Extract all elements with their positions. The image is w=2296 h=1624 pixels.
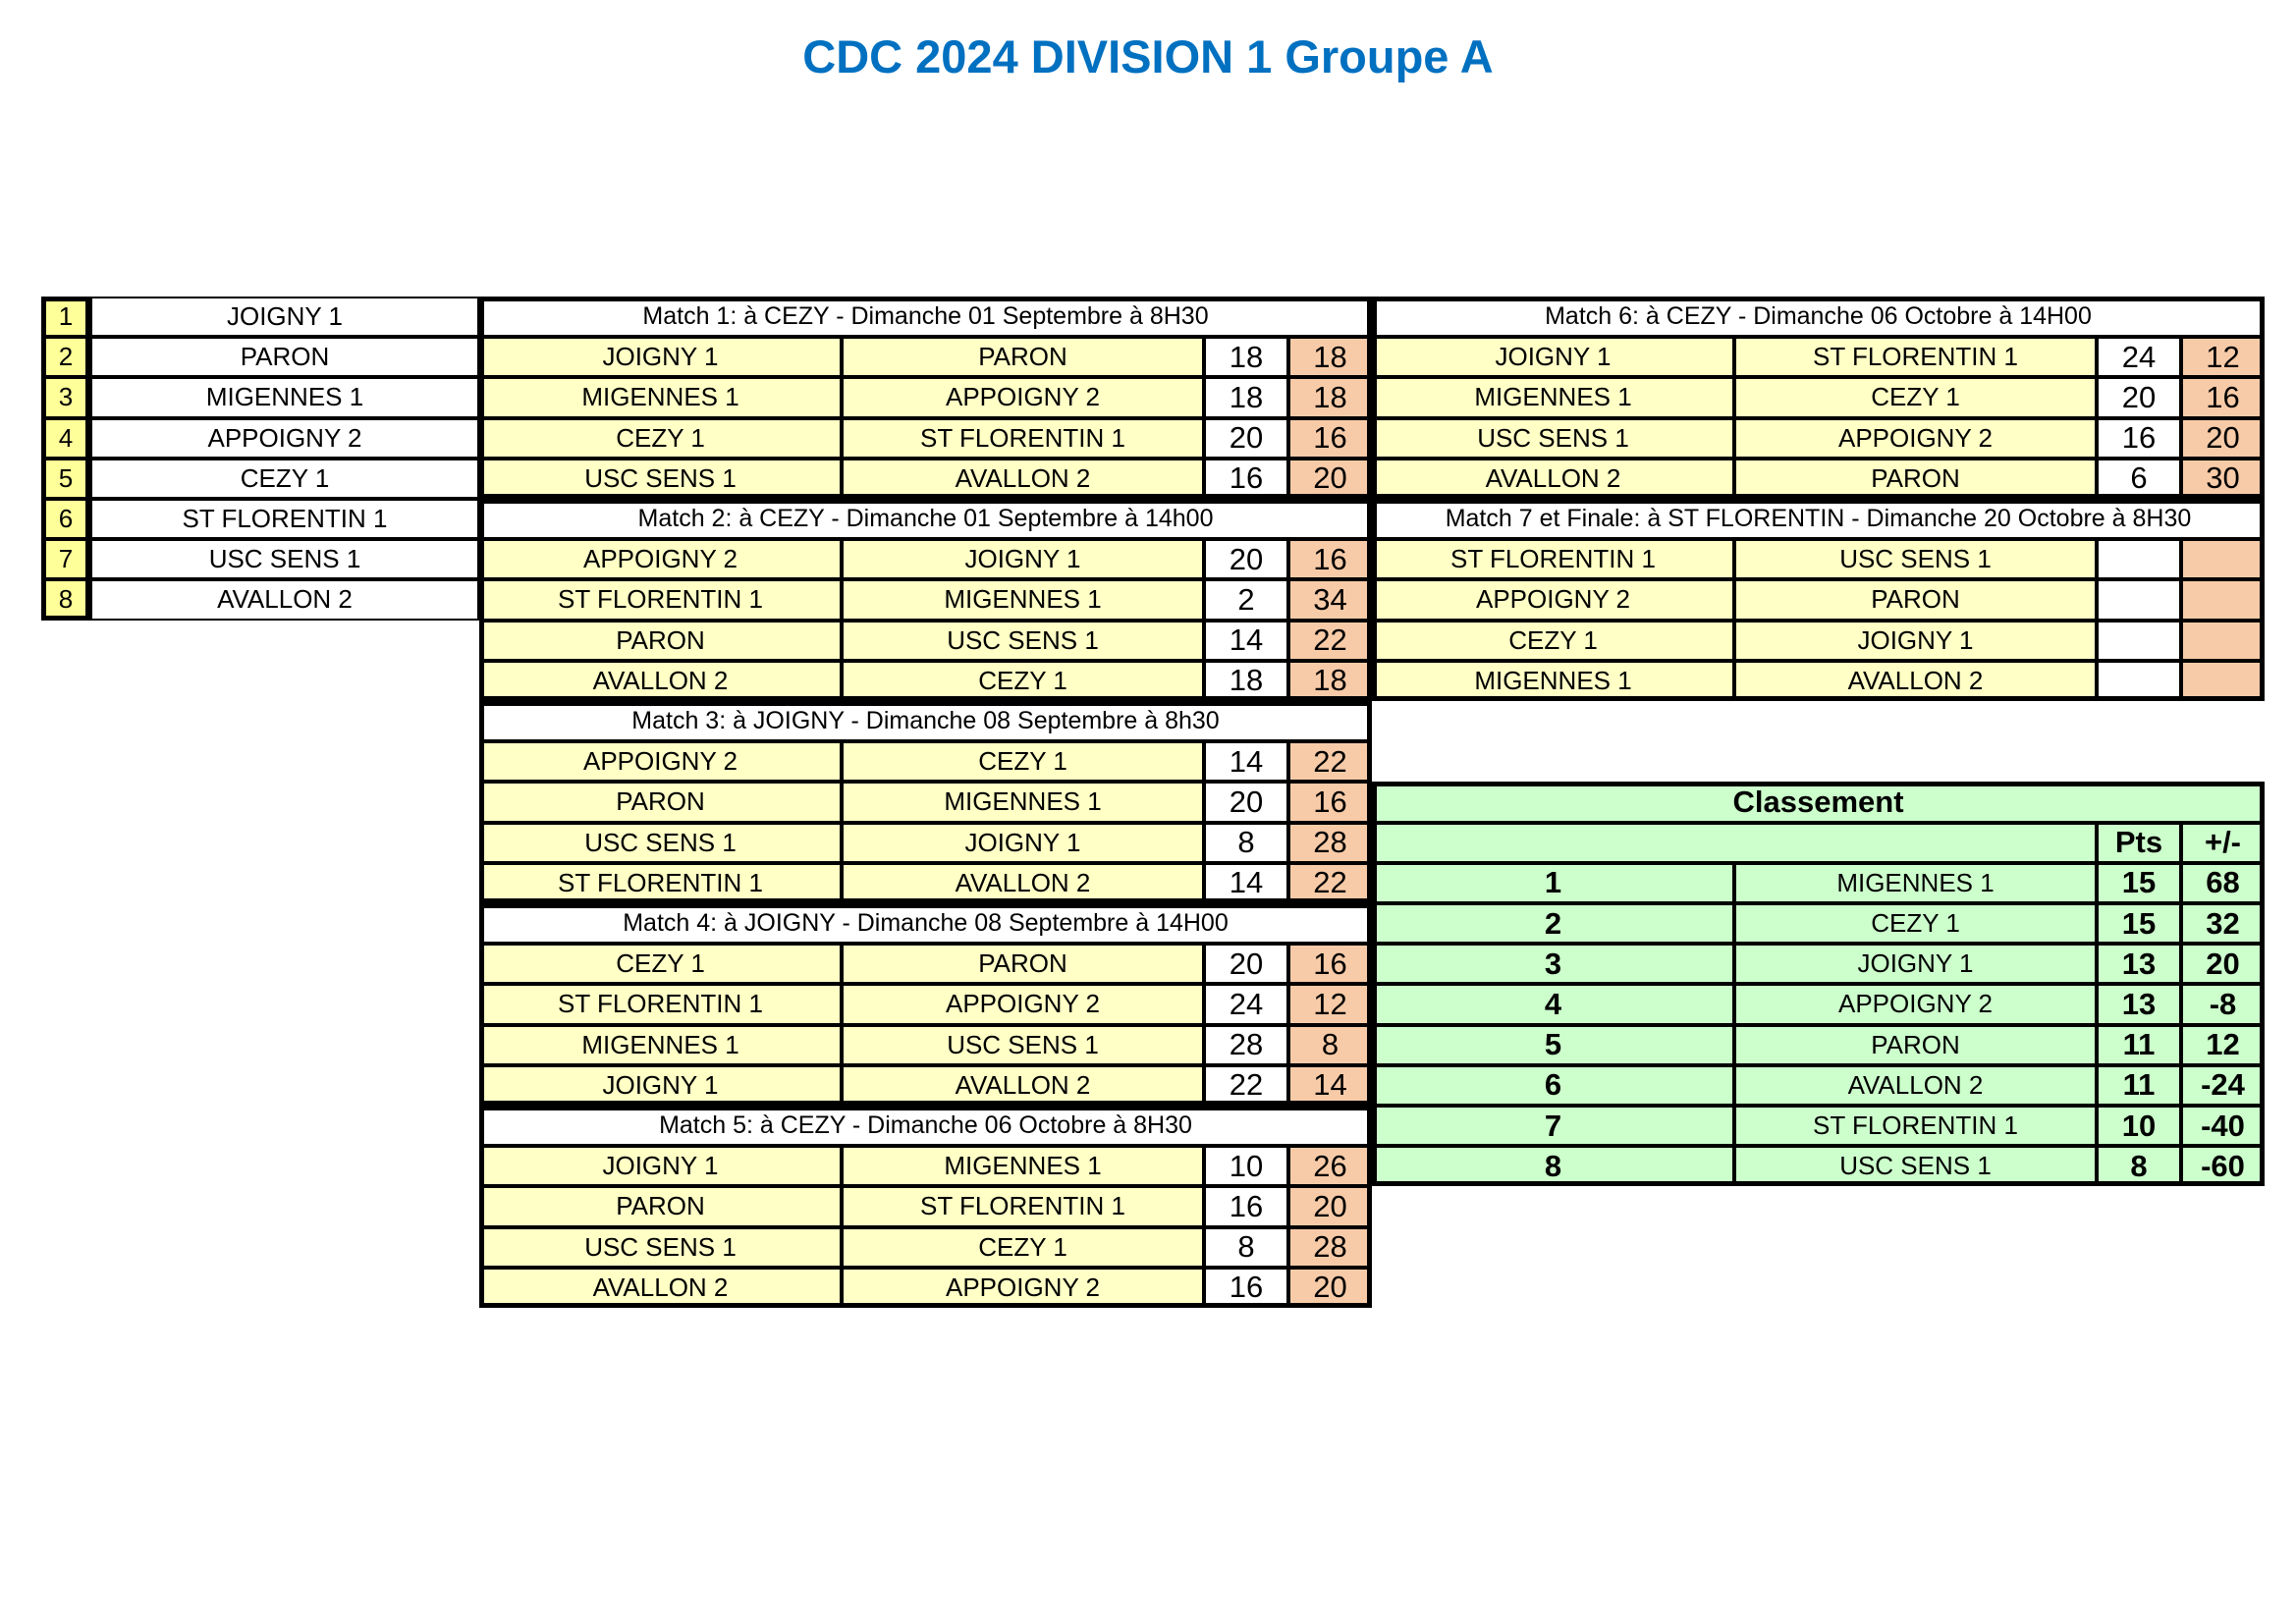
away-team: MIGENNES 1 xyxy=(842,782,1204,822)
away-score xyxy=(2181,621,2265,661)
away-team: JOIGNY 1 xyxy=(842,539,1204,579)
home-team: JOIGNY 1 xyxy=(1372,337,1734,377)
match-header: Match 1: à CEZY - Dimanche 01 Septembre à 8H30 xyxy=(479,297,1372,337)
team-index: 3 xyxy=(41,377,90,417)
team-name: ST FLORENTIN 1 xyxy=(90,499,479,539)
away-team: APPOIGNY 2 xyxy=(842,377,1204,417)
away-team: CEZY 1 xyxy=(842,1227,1204,1268)
away-team: JOIGNY 1 xyxy=(842,823,1204,863)
home-score: 16 xyxy=(2097,418,2181,459)
home-score: 20 xyxy=(2097,377,2181,417)
match-header: Match 6: à CEZY - Dimanche 06 Octobre à 14H00 xyxy=(1372,297,2265,337)
away-team: USC SENS 1 xyxy=(842,621,1204,661)
away-score: 34 xyxy=(1288,579,1372,620)
home-team: AVALLON 2 xyxy=(1372,459,1734,499)
diff-header: +/- xyxy=(2181,823,2265,863)
away-score: 22 xyxy=(1288,621,1372,661)
team-name: JOIGNY 1 xyxy=(90,297,479,337)
standing-points: 13 xyxy=(2097,984,2181,1024)
away-team: CEZY 1 xyxy=(1734,377,2097,417)
home-score: 14 xyxy=(1204,621,1288,661)
standing-rank: 2 xyxy=(1372,903,1734,944)
away-team: AVALLON 2 xyxy=(842,459,1204,499)
team-index: 1 xyxy=(41,297,90,337)
away-team: AVALLON 2 xyxy=(842,1065,1204,1106)
away-score xyxy=(2181,661,2265,701)
home-team: CEZY 1 xyxy=(1372,621,1734,661)
team-index: 4 xyxy=(41,418,90,459)
away-team: CEZY 1 xyxy=(842,661,1204,701)
away-score: 16 xyxy=(1288,539,1372,579)
away-score: 18 xyxy=(1288,377,1372,417)
home-team: JOIGNY 1 xyxy=(479,337,842,377)
away-team: PARON xyxy=(1734,459,2097,499)
home-team: USC SENS 1 xyxy=(479,459,842,499)
home-team: APPOIGNY 2 xyxy=(479,741,842,782)
away-score: 22 xyxy=(1288,863,1372,903)
standing-rank: 8 xyxy=(1372,1146,1734,1186)
away-score: 30 xyxy=(2181,459,2265,499)
standing-diff: -8 xyxy=(2181,984,2265,1024)
standing-diff: 32 xyxy=(2181,903,2265,944)
home-team: JOIGNY 1 xyxy=(479,1065,842,1106)
home-team: APPOIGNY 2 xyxy=(479,539,842,579)
away-team: ST FLORENTIN 1 xyxy=(1734,337,2097,377)
home-score: 10 xyxy=(1204,1146,1288,1186)
away-score xyxy=(2181,579,2265,620)
home-score: 24 xyxy=(2097,337,2181,377)
standing-rank: 4 xyxy=(1372,984,1734,1024)
away-team: AVALLON 2 xyxy=(1734,661,2097,701)
standing-diff: 68 xyxy=(2181,863,2265,903)
home-score: 16 xyxy=(1204,1186,1288,1226)
standing-diff: 20 xyxy=(2181,944,2265,984)
home-score: 16 xyxy=(1204,459,1288,499)
away-team: APPOIGNY 2 xyxy=(842,984,1204,1024)
home-team: PARON xyxy=(479,1186,842,1226)
away-team: AVALLON 2 xyxy=(842,863,1204,903)
standing-team: APPOIGNY 2 xyxy=(1734,984,2097,1024)
standing-team: PARON xyxy=(1734,1025,2097,1065)
standing-team: USC SENS 1 xyxy=(1734,1146,2097,1186)
away-score: 16 xyxy=(1288,944,1372,984)
home-score xyxy=(2097,661,2181,701)
home-team: CEZY 1 xyxy=(479,944,842,984)
standing-diff: -60 xyxy=(2181,1146,2265,1186)
team-name: APPOIGNY 2 xyxy=(90,418,479,459)
standing-team: MIGENNES 1 xyxy=(1734,863,2097,903)
standing-diff: -40 xyxy=(2181,1106,2265,1146)
away-team: ST FLORENTIN 1 xyxy=(842,418,1204,459)
away-score: 16 xyxy=(1288,418,1372,459)
home-team: APPOIGNY 2 xyxy=(1372,579,1734,620)
away-score: 18 xyxy=(1288,337,1372,377)
standing-points: 15 xyxy=(2097,903,2181,944)
team-index: 6 xyxy=(41,499,90,539)
home-team: AVALLON 2 xyxy=(479,661,842,701)
standing-points: 11 xyxy=(2097,1025,2181,1065)
home-score: 24 xyxy=(1204,984,1288,1024)
home-team: AVALLON 2 xyxy=(479,1268,842,1308)
home-score: 14 xyxy=(1204,863,1288,903)
home-score: 20 xyxy=(1204,782,1288,822)
home-score: 16 xyxy=(1204,1268,1288,1308)
away-team: PARON xyxy=(842,337,1204,377)
away-score: 26 xyxy=(1288,1146,1372,1186)
standing-points: 10 xyxy=(2097,1106,2181,1146)
home-score: 20 xyxy=(1204,418,1288,459)
home-score: 22 xyxy=(1204,1065,1288,1106)
home-team: ST FLORENTIN 1 xyxy=(479,863,842,903)
home-score: 18 xyxy=(1204,661,1288,701)
home-team: MIGENNES 1 xyxy=(1372,661,1734,701)
home-score: 20 xyxy=(1204,944,1288,984)
away-score xyxy=(2181,539,2265,579)
team-name: MIGENNES 1 xyxy=(90,377,479,417)
team-name: CEZY 1 xyxy=(90,459,479,499)
home-score: 8 xyxy=(1204,1227,1288,1268)
home-team: MIGENNES 1 xyxy=(479,1025,842,1065)
team-index: 7 xyxy=(41,539,90,579)
standing-points: 15 xyxy=(2097,863,2181,903)
away-score: 12 xyxy=(1288,984,1372,1024)
home-team: PARON xyxy=(479,782,842,822)
match-header: Match 5: à CEZY - Dimanche 06 Octobre à 8H30 xyxy=(479,1106,1372,1146)
away-score: 20 xyxy=(1288,1186,1372,1226)
standing-team: ST FLORENTIN 1 xyxy=(1734,1106,2097,1146)
home-team: ST FLORENTIN 1 xyxy=(479,984,842,1024)
away-score: 22 xyxy=(1288,741,1372,782)
away-team: USC SENS 1 xyxy=(1734,539,2097,579)
team-name: USC SENS 1 xyxy=(90,539,479,579)
away-score: 28 xyxy=(1288,823,1372,863)
away-team: ST FLORENTIN 1 xyxy=(842,1186,1204,1226)
standing-diff: -24 xyxy=(2181,1065,2265,1106)
team-index: 2 xyxy=(41,337,90,377)
away-score: 20 xyxy=(2181,418,2265,459)
away-team: USC SENS 1 xyxy=(842,1025,1204,1065)
away-team: MIGENNES 1 xyxy=(842,579,1204,620)
standing-diff: 12 xyxy=(2181,1025,2265,1065)
home-score: 20 xyxy=(1204,539,1288,579)
team-name: PARON xyxy=(90,337,479,377)
team-name: AVALLON 2 xyxy=(90,579,479,620)
away-team: PARON xyxy=(1734,579,2097,620)
home-team: MIGENNES 1 xyxy=(1372,377,1734,417)
standing-points: 11 xyxy=(2097,1065,2181,1106)
away-score: 16 xyxy=(2181,377,2265,417)
home-score: 6 xyxy=(2097,459,2181,499)
away-team: CEZY 1 xyxy=(842,741,1204,782)
standing-team: JOIGNY 1 xyxy=(1734,944,2097,984)
pts-header: Pts xyxy=(2097,823,2181,863)
away-score: 8 xyxy=(1288,1025,1372,1065)
home-score: 18 xyxy=(1204,377,1288,417)
home-team: JOIGNY 1 xyxy=(479,1146,842,1186)
home-score: 2 xyxy=(1204,579,1288,620)
home-team: MIGENNES 1 xyxy=(479,377,842,417)
home-team: ST FLORENTIN 1 xyxy=(1372,539,1734,579)
home-score: 8 xyxy=(1204,823,1288,863)
match-header: Match 7 et Finale: à ST FLORENTIN - Dimanche 20 Octobre à 8H30 xyxy=(1372,499,2265,539)
match-header: Match 2: à CEZY - Dimanche 01 Septembre à 14h00 xyxy=(479,499,1372,539)
standings-title: Classement xyxy=(1372,782,2265,822)
away-team: PARON xyxy=(842,944,1204,984)
standing-team: AVALLON 2 xyxy=(1734,1065,2097,1106)
away-score: 28 xyxy=(1288,1227,1372,1268)
standings-header-blank xyxy=(1372,823,2097,863)
home-team: ST FLORENTIN 1 xyxy=(479,579,842,620)
team-index: 5 xyxy=(41,459,90,499)
standing-rank: 6 xyxy=(1372,1065,1734,1106)
away-score: 18 xyxy=(1288,661,1372,701)
home-team: CEZY 1 xyxy=(479,418,842,459)
standing-rank: 3 xyxy=(1372,944,1734,984)
home-score xyxy=(2097,539,2181,579)
standing-points: 13 xyxy=(2097,944,2181,984)
away-score: 14 xyxy=(1288,1065,1372,1106)
home-score xyxy=(2097,579,2181,620)
home-team: PARON xyxy=(479,621,842,661)
home-team: USC SENS 1 xyxy=(1372,418,1734,459)
standing-rank: 1 xyxy=(1372,863,1734,903)
home-score: 14 xyxy=(1204,741,1288,782)
home-score: 28 xyxy=(1204,1025,1288,1065)
standing-rank: 7 xyxy=(1372,1106,1734,1146)
away-team: MIGENNES 1 xyxy=(842,1146,1204,1186)
page-title: CDC 2024 DIVISION 1 Groupe A xyxy=(802,30,1494,82)
home-team: USC SENS 1 xyxy=(479,823,842,863)
match-header: Match 3: à JOIGNY - Dimanche 08 Septembre à 8h30 xyxy=(479,701,1372,741)
home-team: USC SENS 1 xyxy=(479,1227,842,1268)
match-header: Match 4: à JOIGNY - Dimanche 08 Septembre à 14H00 xyxy=(479,903,1372,944)
away-team: APPOIGNY 2 xyxy=(842,1268,1204,1308)
away-score: 12 xyxy=(2181,337,2265,377)
home-score xyxy=(2097,621,2181,661)
team-index: 8 xyxy=(41,579,90,620)
away-score: 20 xyxy=(1288,459,1372,499)
home-score: 18 xyxy=(1204,337,1288,377)
standing-points: 8 xyxy=(2097,1146,2181,1186)
away-team: APPOIGNY 2 xyxy=(1734,418,2097,459)
away-score: 20 xyxy=(1288,1268,1372,1308)
standing-team: CEZY 1 xyxy=(1734,903,2097,944)
away-team: JOIGNY 1 xyxy=(1734,621,2097,661)
standing-rank: 5 xyxy=(1372,1025,1734,1065)
away-score: 16 xyxy=(1288,782,1372,822)
